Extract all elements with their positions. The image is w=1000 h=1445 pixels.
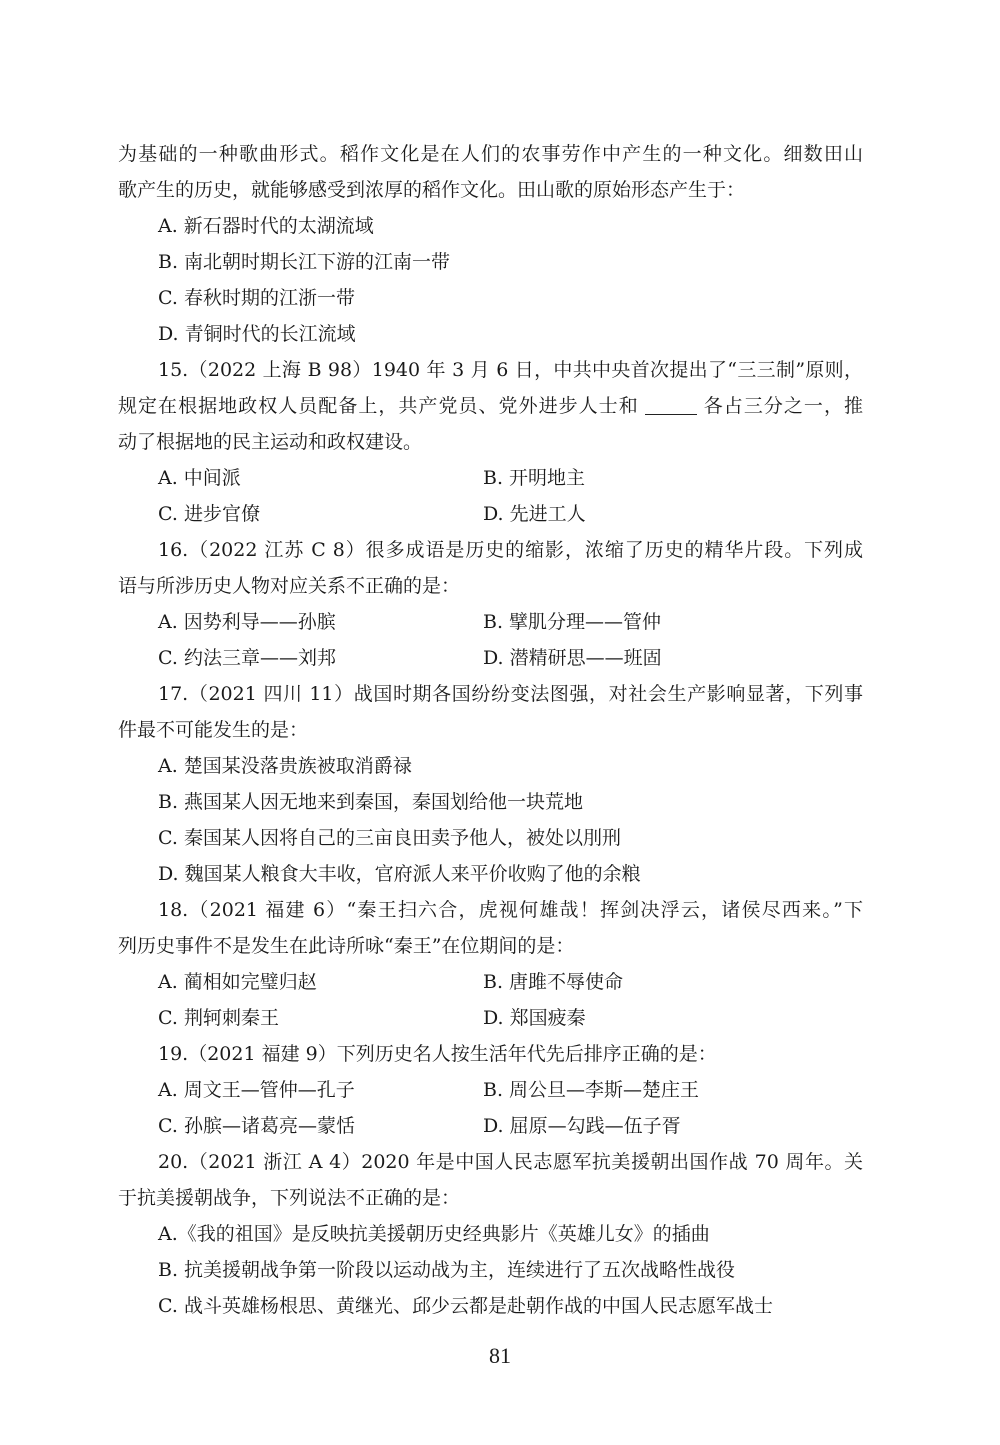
question-15-stem: 15.（2022 上海 B 98）1940 年 3 月 6 日，中共中央首次提出了“三三制”原则，: [158, 359, 863, 381]
option-c: C. 进步官僚: [158, 503, 260, 525]
question-20-stem: 20.（2021 浙江 A 4）2020 年是中国人民志愿军抗美援朝出国作战 70 周年。关: [158, 1151, 863, 1173]
page-body: [118, 136, 863, 1324]
option-a: A. 中间派: [158, 467, 241, 489]
option-b: B. 唐雎不辱使命: [483, 971, 624, 993]
option-a: A.《我的祖国》是反映抗美援朝历史经典影片《英雄儿女》的插曲: [158, 1223, 710, 1245]
option-b: B. 开明地主: [483, 467, 586, 489]
option-d: D. 青铜时代的长江流域: [158, 323, 356, 345]
question-18-stem-line2: 列历史事件不是发生在此诗所咏“秦王”在位期间的是：: [118, 935, 575, 957]
option-b: B. 抗美援朝战争第一阶段以运动战为主，连续进行了五次战略性战役: [158, 1259, 736, 1281]
option-c: C. 春秋时期的江浙一带: [158, 287, 355, 309]
option-c: C. 约法三章——刘邦: [158, 647, 336, 669]
option-b: B. 南北朝时期长江下游的江南一带: [158, 251, 451, 273]
option-row: [118, 496, 863, 532]
option-d: D. 魏国某人粮食大丰收，官府派人来平价收购了他的余粮: [158, 863, 641, 885]
option-row: [118, 1000, 863, 1036]
stem-text: 各占三分之一，推: [702, 395, 863, 417]
question-text-line: 为基础的一种歌曲形式。稻作文化是在人们的农事劳作中产生的一种文化。细数田山: [118, 143, 863, 165]
option-d: D. 先进工人: [483, 503, 586, 525]
option-c: C. 荆轲刺秦王: [158, 1007, 279, 1029]
stem-text: 规定在根据地政权人员配备上，共产党员、党外进步人士和: [118, 395, 639, 417]
option-b: B. 擘肌分理——管仲: [483, 611, 662, 633]
question-20-stem-line2: 于抗美援朝战争，下列说法不正确的是：: [118, 1187, 461, 1209]
option-a: A. 周文王—管仲—孔子: [158, 1079, 355, 1101]
option-a: A. 新石器时代的太湖流域: [158, 215, 374, 237]
option-row: [118, 1108, 863, 1144]
question-18-stem: 18.（2021 福建 6）“秦王扫六合，虎视何雄哉！挥剑决浮云，诸侯尽西来。”下: [158, 899, 863, 921]
option-row: [118, 964, 863, 1000]
question-19-stem: 19.（2021 福建 9）下列历史名人按生活年代先后排序正确的是：: [158, 1043, 717, 1065]
option-row: [118, 640, 863, 676]
question-text-line: 歌产生的历史，就能够感受到浓厚的稻作文化。田山歌的原始形态产生于：: [118, 179, 746, 201]
question-16-stem: 16.（2022 江苏 C 8）很多成语是历史的缩影，浓缩了历史的精华片段。下列成: [158, 539, 863, 561]
option-b: B. 燕国某人因无地来到秦国，秦国划给他一块荒地: [158, 791, 584, 813]
option-c: C. 秦国某人因将自己的三亩良田卖予他人，被处以刖刑: [158, 827, 621, 849]
option-c: C. 战斗英雄杨根思、黄继光、邱少云都是赴朝作战的中国人民志愿军战士: [158, 1295, 773, 1317]
option-row: [118, 1072, 863, 1108]
answer-blank: [645, 394, 697, 415]
option-row: [118, 604, 863, 640]
question-17-stem-line2: 件最不可能发生的是：: [118, 719, 309, 741]
question-15-stem-line2: [118, 388, 863, 424]
question-16-stem-line2: 语与所涉历史人物对应关系不正确的是：: [118, 575, 461, 597]
option-b: B. 周公旦—李斯—楚庄王: [483, 1079, 700, 1101]
page-number: 81: [489, 1343, 511, 1368]
option-row: [118, 460, 863, 496]
option-d: D. 屈原—勾践—伍子胥: [483, 1115, 681, 1137]
question-17-stem: 17.（2021 四川 11）战国时期各国纷纷变法图强，对社会生产影响显著，下列事: [158, 683, 863, 705]
question-15-stem-line3: 动了根据地的民主运动和政权建设。: [118, 431, 423, 453]
option-c: C. 孙膑—诸葛亮—蒙恬: [158, 1115, 355, 1137]
option-a: A. 蔺相如完璧归赵: [158, 971, 317, 993]
option-d: D. 郑国疲秦: [483, 1007, 586, 1029]
option-a: A. 楚国某没落贵族被取消爵禄: [158, 755, 412, 777]
option-a: A. 因势利导——孙膑: [158, 611, 336, 633]
option-d: D. 潜精研思——班固: [483, 647, 662, 669]
